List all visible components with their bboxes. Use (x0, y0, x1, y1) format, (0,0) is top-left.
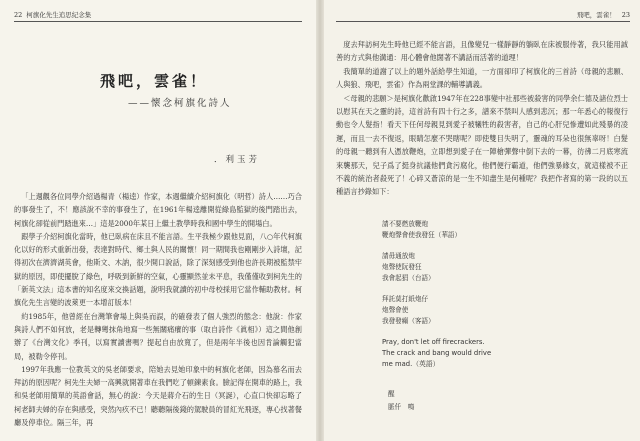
left-page-header (14, 0, 302, 22)
left-running-title: 柯旗化先生追思紀念集 (26, 11, 92, 19)
left-page-number: 22 (14, 11, 23, 19)
right-page (324, 0, 640, 441)
poem-line-english: Pray, don't let off firecrackers. (382, 338, 485, 346)
poem-line-english: me mad.（英語） (382, 360, 440, 368)
poem-line: 鞭炮聲會使我發狂（華語） (382, 231, 462, 239)
poem-excerpt (382, 219, 612, 370)
right-page-header (336, 0, 630, 22)
article-author: ．利玉芳 (214, 155, 261, 165)
poem-line: 拜託莫打紙炮仔 (382, 295, 429, 303)
book-gutter (316, 0, 324, 441)
article-subtitle: ——懷念柯旗化詩人 (128, 98, 232, 109)
poem-line: 炮聲使阮發狂 (382, 263, 422, 271)
paragraph: 1997年我應一位教英文的吳老師要求，陪她去見她印象中的柯旗化老師，因為慕名而去拜訪的原因呢？柯先生夫婦一高興就開著車在我們吃了頓鍊素食。臉記得在開車的路上，我和吳老師用簡單的英語會話，無心的說：今天是蔣介石的生日（冥誕），心直口快卻忘略了柯老師夫婦的存在與感受，突然內疚不已！聽聽隔後錢的駕駛員的冒紅光飛逐，專心找著餐廳及停車位。隔三年，再 (14, 364, 302, 428)
paragraph: ＜母親的悲願＞是柯旗化歡啟1947年在228事變中社那些被殺害的同學余仁德及諸位烈士以慰其在天之靈的詩，這首詩有四十行之多，譜來不禁叫人感到悲沉；那一年悉心的報復行動也令人髮指！看天下任何母親見到愛子被犧牲的殺害者，自己的心肝兒慘遭如此殘暴的凌遲，而且一去不復返，眼睛怎麼不哭瞎呢？即使雙目失明了，靈魂的耳朵也很無辜呀！白髮的母親一聽到有人憑放鞭炮，立即想到愛子在一陣槍彈聲中倒下去的一幕，彷彿二月底寒流來襲那天，兒子爲了挺身抗議他們貪污腐化，他們便行霸道，他們強暴緣女，就這樣被不正不義的統治者殺死了！心碎又蒼涼的是一生不知盡生是何種呢？我把作者寫的第一段的以五種語言抄錄如下： (336, 93, 628, 197)
right-body-text (336, 38, 628, 199)
left-page (0, 0, 316, 441)
signoff (388, 388, 414, 414)
paragraph: 約1985年，他曾經在台灣筆會場上與吳而誤，的確發表了個人強烈的態念：他說：作家與詩人們不如何放，老是轉彎抹角地寫一些無關痛癢的事（取自詩作《眞相》）這之間他創辦了《台灣文化》季刊，以寫實讀書嗎？提起自由放寬了，但是兩年半後也因肯論觸犯當局，被勒令停刊。 (14, 311, 302, 361)
poem-line: 請不要燃放鞭炮 (382, 220, 429, 228)
poem-line: 我會起狷（台語） (382, 274, 435, 282)
paragraph: 跟學子介紹柯旗化當時，他已臥病在床且不能言語。生平我極少跟他見面，八○年代柯旗化以好的形式重新出發，表達對時代、鄉土與人民的關懷！同一期間我也剛剛步入詩壇，記得初次在濟濟湖英會，他斯文、木訥，很少開口說話，除了深刻感受到他也許長期被監禁牢獄的原因，即使擺脫了綠色，呼吸到新鮮的空氣，心靈顯然並未平息，我僅僅收到柯先生的「新英文法」這本書的知名度來交換話題，說明我就讀的初中母校採用它當作輔助教材。柯旗化先生言變的波萊更一本增訂版本！ (14, 231, 302, 308)
paragraph: 「上週觀各位同學介紹過楊青（楊逵）作家，本週繼續介紹柯旗化（明哲）詩人……巧合的事發生了，不！應該說不幸的事發生了，在1961年楊逵離開從綠島監獄的後門踏出去，柯旗化卻從前門踏進來…」這是2000年某日上繼土教學時我和國中學生的開場白。 (14, 192, 302, 228)
poem-line: 我發發癲（客語） (382, 317, 435, 325)
signoff-line: 脈仟 鳴 (388, 403, 415, 411)
paragraph: 度去拜訪柯先生時他已經不能言語，且像變兒一樣靜靜的躺臥在床被服侍著，我只能用誠善的方式與他溝通：用心體會他闊著不講話而活著的道理！ (336, 40, 628, 63)
article-title: 飛吧，雲雀！ (100, 72, 209, 90)
right-page-number: 23 (621, 11, 630, 19)
right-running-title: 飛吧，雲雀！ (576, 11, 616, 19)
left-body-text (14, 190, 302, 429)
signoff-line: 醒 (388, 390, 395, 398)
poem-line: 請毋通放炮 (382, 252, 415, 260)
poem-line-english: The crack and bang would drive (382, 349, 492, 357)
paragraph: 我簡單的道謝了以上的題外話給學生知道，一方面卻印了柯旗化的三首詩（母親的悲願、人與狼、飛吧，雲雀）作為兩堂課的輔導講義。 (336, 66, 628, 90)
poem-line: 炮聲會使 (382, 306, 409, 314)
